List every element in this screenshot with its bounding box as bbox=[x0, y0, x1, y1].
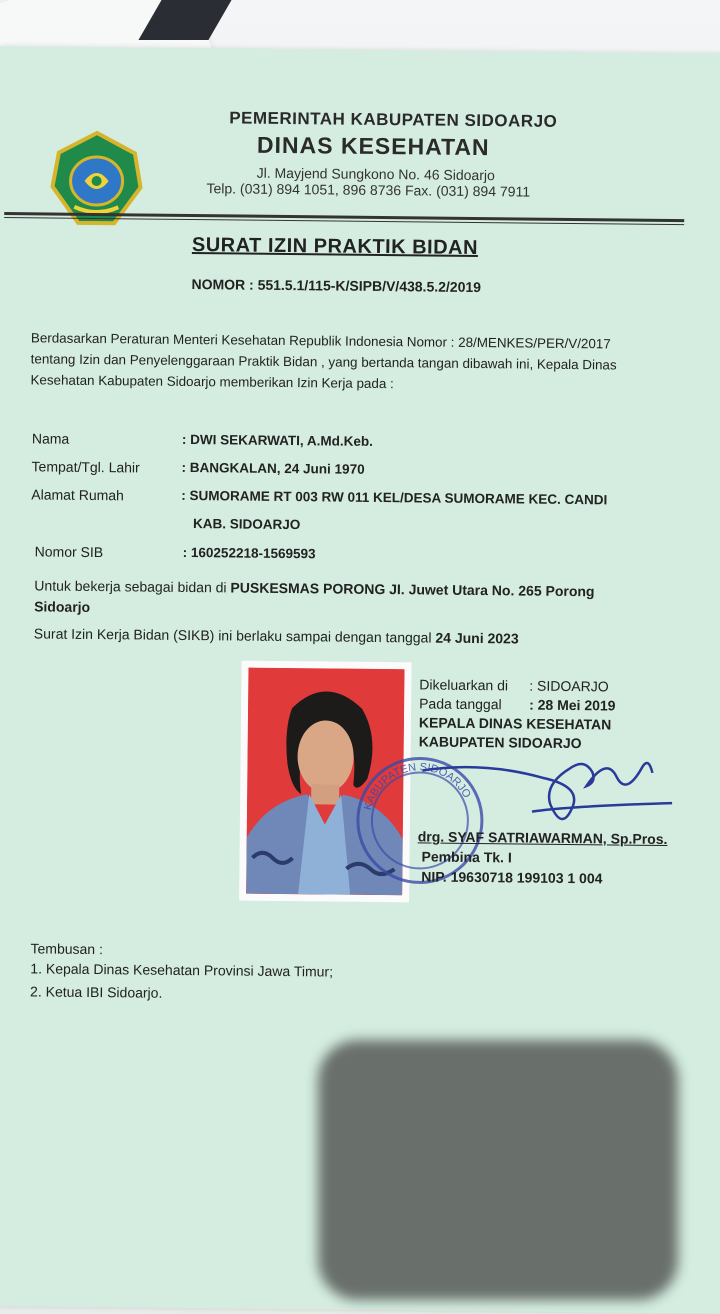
document-title: SURAT IZIN PRAKTIK BIDAN bbox=[191, 234, 479, 260]
intro-line-2: tentang Izin dan Penyelenggaraan Praktik Bidan , yang bertanda tangan dibawah ini, Kepala Dinas bbox=[30, 351, 617, 373]
alamat-value-line-1: : SUMORAME RT 003 RW 011 KEL/DESA SUMORAME KEC. CANDI bbox=[181, 487, 608, 508]
alamat-value-line-2: KAB. SIDOARJO bbox=[192, 516, 301, 533]
official-position-1: KEPALA DINAS KESEHATAN bbox=[418, 714, 612, 733]
cc-heading: Tembusan : bbox=[30, 940, 104, 958]
department-phone: Telp. (031) 894 1051, 896 8736 Fax. (031) 894 7911 bbox=[206, 180, 531, 200]
nama-value: : DWI SEKARWATI, A.Md.Keb. bbox=[181, 431, 373, 449]
sib-value: : 160252218-1569593 bbox=[182, 544, 316, 562]
official-position-2: KABUPATEN SIDOARJO bbox=[418, 733, 582, 752]
work-prefix: Untuk bekerja sebagai bidan di bbox=[34, 577, 227, 596]
official-nip: NIP. 19630718 199103 1 004 bbox=[421, 868, 603, 887]
signature-icon bbox=[412, 740, 683, 843]
issued-at-label: Dikeluarkan di bbox=[419, 676, 509, 694]
document-number: NOMOR : 551.5.1/115-K/SIPB/V/438.5.2/2019 bbox=[191, 276, 482, 296]
ttl-label: Tempat/Tgl. Lahir bbox=[31, 458, 140, 476]
stamp-text: KABUPATEN SIDOARJO bbox=[362, 761, 473, 812]
issued-at-value: : SIDOARJO bbox=[529, 677, 609, 695]
validity-prefix: Surat Izin Kerja Bidan (SIKB) ini berlaku sampai dengan tanggal bbox=[33, 625, 432, 646]
issued-date-label: Pada tanggal bbox=[419, 695, 502, 713]
intro-line-1: Berdasarkan Peraturan Menteri Kesehatan Republik Indonesia Nomor : 28/MENKES/PER/V/2017 bbox=[30, 330, 611, 352]
official-name: drg. SYAF SATRIAWARMAN, Sp.Pros. bbox=[417, 828, 668, 848]
phone-shadow bbox=[318, 1040, 678, 1300]
agency-name: PEMERINTAH KABUPATEN SIDOARJO bbox=[229, 108, 558, 131]
sib-label: Nomor SIB bbox=[34, 543, 104, 561]
intro-line-3: Kesehatan Kabupaten Sidoarjo memberikan Izin Kerja pada : bbox=[30, 372, 394, 392]
cc-item-2: 2. Ketua IBI Sidoarjo. bbox=[30, 983, 163, 1001]
official-rank: Pembina Tk. I bbox=[421, 848, 512, 866]
department-address: Jl. Mayjend Sungkono No. 46 Sidoarjo bbox=[256, 164, 495, 184]
validity-date: 24 Juni 2023 bbox=[435, 629, 519, 647]
alamat-label: Alamat Rumah bbox=[31, 486, 124, 504]
department-name: DINAS KESEHATAN bbox=[256, 131, 490, 161]
work-place-line-2: Sidoarjo bbox=[34, 598, 91, 615]
nama-label: Nama bbox=[31, 430, 70, 447]
cc-item-1: 1. Kepala Dinas Kesehatan Provinsi Jawa Timur; bbox=[30, 960, 334, 980]
work-location-line bbox=[34, 577, 594, 599]
validity-line bbox=[34, 625, 519, 646]
issued-date-value: : 28 Mei 2019 bbox=[529, 696, 616, 714]
ttl-value: : BANGKALAN, 24 Juni 1970 bbox=[181, 459, 365, 477]
work-place: PUSKESMAS PORONG JI. Juwet Utara No. 265 Porong bbox=[230, 579, 595, 600]
